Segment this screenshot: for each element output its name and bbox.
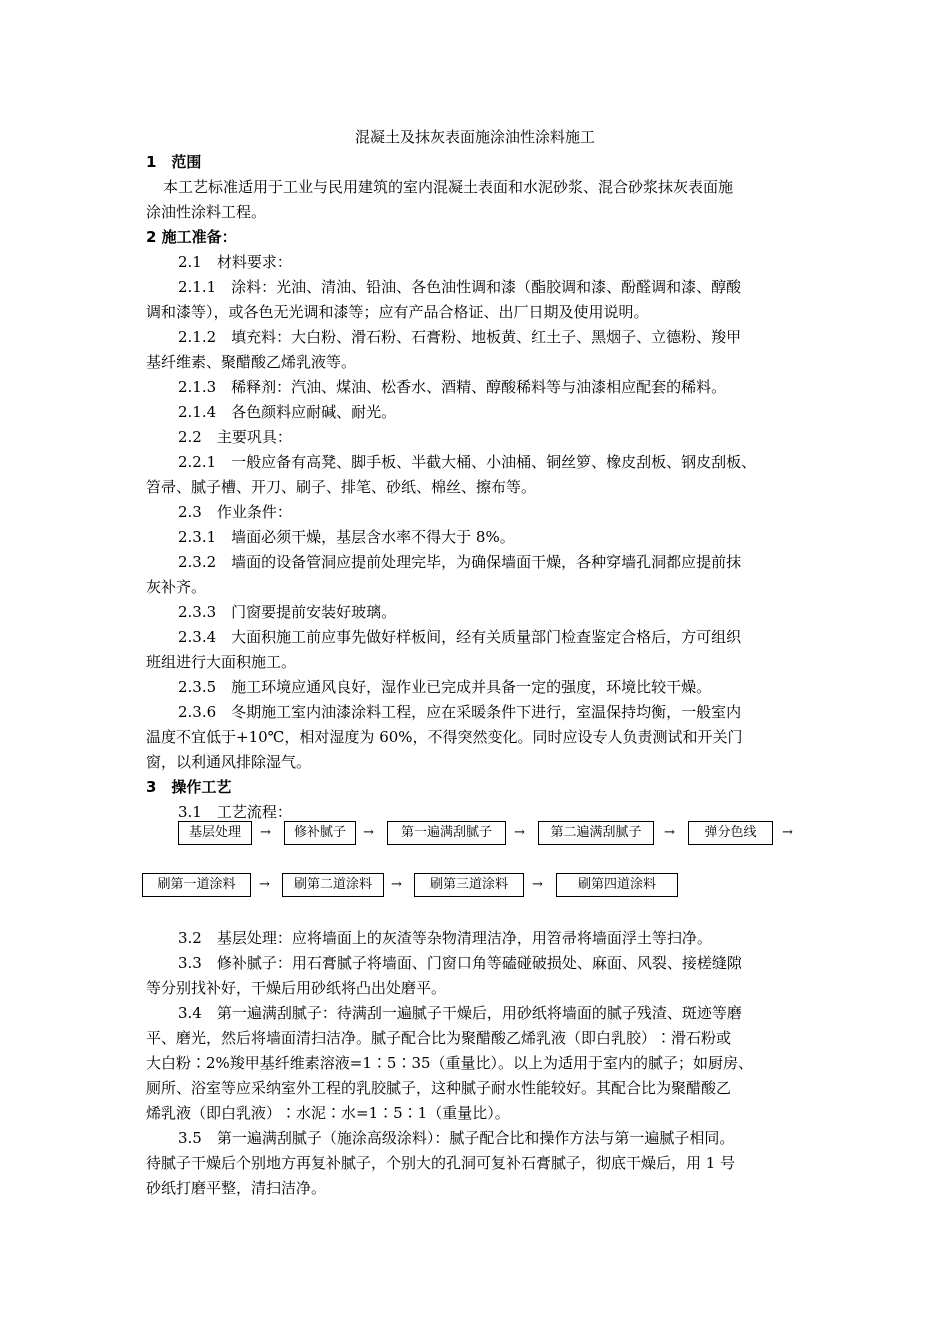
paragraph-line: 3.4 第一遍满刮腻子：待满刮一遍腻子干燥后，用砂纸将墙面的腻子残渣、斑迹等磨: [178, 1004, 742, 1022]
flow-arrow-icon: →: [664, 825, 675, 840]
subsection-heading: 2.3 作业条件：: [178, 503, 292, 521]
flow-step-box: 第一遍满刮腻子: [387, 821, 506, 845]
flow-arrow-icon: →: [260, 825, 271, 840]
flow-step-box: 刷第四道涂料: [556, 873, 678, 897]
section-3-heading: 3 操作工艺: [146, 778, 232, 796]
paragraph-line: 2.1.3 稀释剂：汽油、煤油、松香水、酒精、醇酸稀料等与油漆相应配套的稀料。: [178, 378, 727, 396]
flow-step-box: 刷第一道涂料: [142, 873, 251, 897]
paragraph-line: 待腻子干燥后个别地方再复补腻子，个别大的孔洞可复补石膏腻子，彻底干燥后，用 1 号: [146, 1154, 736, 1172]
paragraph-line: 笤帚、腻子槽、开刀、刷子、排笔、砂纸、棉丝、擦布等。: [146, 478, 537, 496]
paragraph-line: 温度不宜低于+10℃，相对湿度为 60%，不得突然变化。同时应设专人负责测试和开关门: [146, 728, 743, 746]
paragraph-line: 2.3.6 冬期施工室内油漆涂料工程，应在采暖条件下进行，室温保持均衡，一般室内: [178, 703, 742, 721]
paragraph-line: 2.3.1 墙面必须干燥，基层含水率不得大于 8%。: [178, 528, 515, 546]
paragraph-line: 砂纸打磨平整，清扫洁净。: [146, 1179, 327, 1197]
subsection-heading: 2.1 材料要求：: [178, 253, 292, 271]
section-2-heading: 2 施工准备：: [146, 228, 237, 246]
paragraph-line: 厕所、浴室等应采纳室外工程的乳胶腻子，这种腻子耐水性能较好。其配合比为聚醋酸乙: [146, 1079, 732, 1097]
flow-arrow-icon: →: [259, 877, 270, 892]
subsection-heading: 3.1 工艺流程：: [178, 803, 292, 821]
paragraph-line: 本工艺标准适用于工业与民用建筑的室内混凝土表面和水泥砂浆、混合砂浆抹灰表面施: [163, 178, 734, 196]
flow-step-box: 第二遍满刮腻子: [538, 821, 654, 845]
document-title: 混凝土及抹灰表面施涂油性涂料施工: [354, 128, 595, 146]
flow-step-box: 基层处理: [178, 821, 252, 845]
paragraph-line: 3.3 修补腻子：用石膏腻子将墙面、门窗口角等磕碰破损处、麻面、风裂、接槎缝隙: [178, 954, 742, 972]
paragraph-line: 2.1.1 涂料：光油、清油、铅油、各色油性调和漆（酯胶调和漆、酚醛调和漆、醇酸: [178, 278, 742, 296]
paragraph-line: 3.2 基层处理：应将墙面上的灰渣等杂物清理洁净，用笤帚将墙面浮土等扫净。: [178, 929, 712, 947]
paragraph-line: 班组进行大面积施工。: [146, 653, 297, 671]
paragraph-line: 2.3.4 大面积施工前应事先做好样板间，经有关质量部门检查鉴定合格后，方可组织: [178, 628, 742, 646]
paragraph-line: 2.2.1 一般应备有高凳、脚手板、半截大桶、小油桶、铜丝箩、橡皮刮板、钢皮刮板、: [178, 453, 757, 471]
paragraph-line: 2.3.3 门窗要提前安装好玻璃。: [178, 603, 397, 621]
paragraph-line: 窗，以利通风排除湿气。: [146, 753, 312, 771]
paragraph-line: 灰补齐。: [146, 578, 207, 596]
flow-step-box: 刷第三道涂料: [414, 873, 524, 897]
paragraph-line: 调和漆等），或各色无光调和漆等；应有产品合格证、出厂日期及使用说明。: [146, 303, 649, 321]
paragraph-line: 3.5 第一遍满刮腻子（施涂高级涂料）：腻子配合比和操作方法与第一遍腻子相同。: [178, 1129, 735, 1147]
paragraph-line: 大白粉∶2%羧甲基纤维素溶液=1∶5∶35（重量比）。以上为适用于室内的腻子；如厨房、: [146, 1054, 754, 1072]
flow-arrow-icon: →: [363, 825, 374, 840]
paragraph-line: 2.1.2 填充料：大白粉、滑石粉、石膏粉、地板黄、红土子、黑烟子、立德粉、羧甲: [178, 328, 742, 346]
flow-arrow-icon: →: [514, 825, 525, 840]
paragraph-line: 2.1.4 各色颜料应耐碱、耐光。: [178, 403, 397, 421]
flow-arrow-icon: →: [782, 825, 793, 840]
paragraph-line: 平、磨光，然后将墙面清扫洁净。腻子配合比为聚醋酸乙烯乳液（即白乳胶）∶滑石粉或: [146, 1029, 732, 1047]
flow-step-box: 弹分色线: [688, 821, 773, 845]
section-1-heading: 1 范围: [146, 153, 202, 171]
flow-step-box: 修补腻子: [284, 821, 356, 845]
flow-arrow-icon: →: [391, 877, 402, 892]
paragraph-line: 等分别找补好，干燥后用砂纸将凸出处磨平。: [146, 979, 447, 997]
subsection-heading: 2.2 主要巩具：: [178, 428, 292, 446]
paragraph-line: 涂油性涂料工程。: [146, 203, 267, 221]
paragraph-line: 基纤维素、聚醋酸乙烯乳液等。: [146, 353, 357, 371]
paragraph-line: 2.3.2 墙面的设备管洞应提前处理完毕，为确保墙面干燥，各种穿墙孔洞都应提前抹: [178, 553, 742, 571]
flow-arrow-icon: →: [532, 877, 543, 892]
flow-step-box: 刷第二道涂料: [282, 873, 384, 897]
paragraph-line: 2.3.5 施工环境应通风良好，湿作业已完成并具备一定的强度，环境比较干燥。: [178, 678, 712, 696]
paragraph-line: 烯乳液（即白乳液）∶水泥∶水=1∶5∶1（重量比）。: [146, 1104, 510, 1122]
